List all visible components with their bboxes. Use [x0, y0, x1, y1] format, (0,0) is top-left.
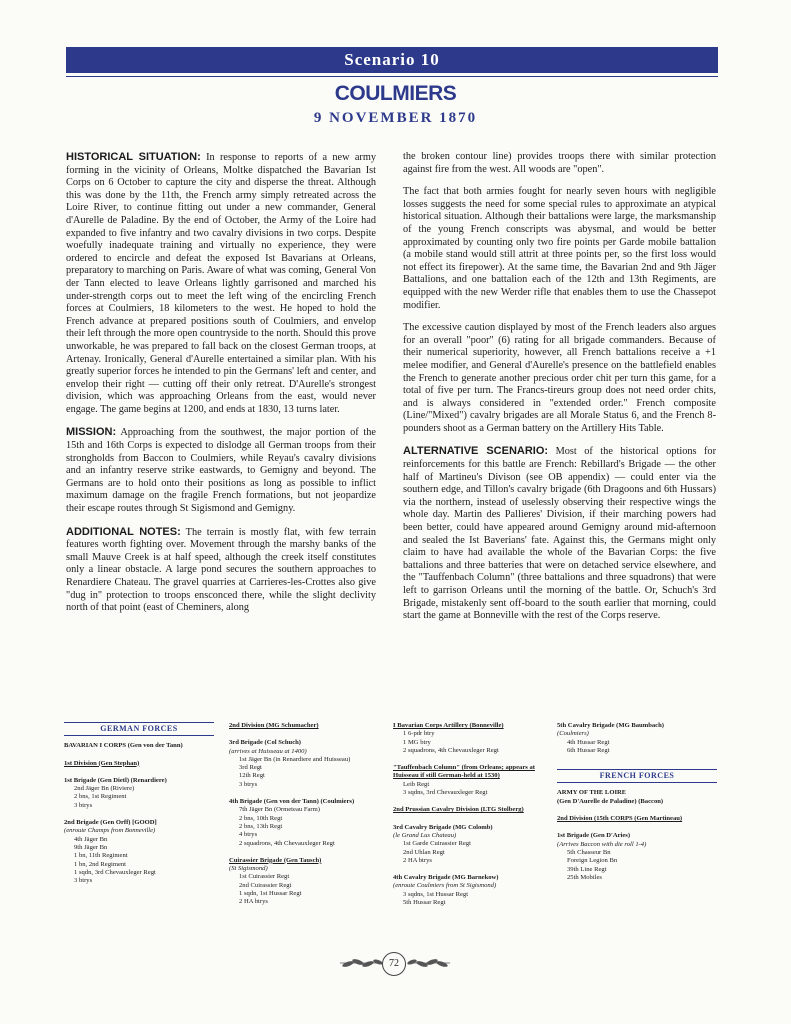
oob-entry: 2nd Division (MG Schumacher) [229, 722, 319, 729]
historical-body: In response to reports of a new army forming in the vicinity of Orleans, Moltke dispatched the Bavarian Ist Corps on 6 October to capture the city and disperse the threat. Although this was done by the 11th, the French army simply retreated across the Loire River, to continue fitting out under a new commander, General d'Aurelle de Paladine. By the end of October, the Army of the Loire had expanded to five infantry and two cavalry divisions in two corps. Despite woefully inadequate training and virtually no experience, they were ordered to encircle and defeat the exposed Ist Bavarians at Orleans, preparatory to marching on Paris. Aware of what was coming, General Von der Tann elected to leave Orleans lightly garrisoned and marched his under-strength corps out to meet the left wing of the encircling French forces at Coulmiers, 18 kilometers to the west. He hoped to hold the French advance at prepared positions south of Coulmiers, and envelop their left through the more open countryside to the north. Should this prove unworkable, he was prepared to fall back on the closest German troops, at Artenay. Ironically, General d'Aurelle entertained a similar plan. With his greatly superior forces he intended to pin the Germans' left and center, and envelop their right — cutting off their only retreat. D'Aurelle's strongest division, which was approaching Orleans from the east, would never engage. The game begins at 1200, and ends at 1830, 13 turns later. [66, 152, 377, 415]
oob-spacer [393, 797, 543, 806]
oob-entry: 6th Hussar Regt [567, 746, 610, 754]
oob-spacer [557, 806, 717, 815]
oob-entry: 1st Division (Gen Stephan) [64, 759, 140, 767]
oob-entry: 1 6-pdr btry [403, 730, 435, 738]
oob-spacer [64, 810, 214, 819]
oob-entry: 3rd Cavalry Brigade (MG Colomb) [393, 823, 493, 831]
oob-entry: Cuirassier Brigade (Gen Tausch) [229, 856, 322, 864]
oob-entry: ARMY OF THE LOIRE [557, 789, 627, 797]
oob-spacer [229, 789, 381, 798]
additional-heading: ADDITIONAL NOTES: [66, 525, 181, 538]
mission-body: Approaching from the southwest, the major portion of the 15th and 16th Corps is expected to dislodge all German troops from their strongholds from Baccon to Coulmiers, while Reyau's cavalry divisions and an infantry reserve strike eastwards, to Gemigny and beyond. The Germans are to hold onto their positions as long as possible to inflict maximum damage on the fragile French formations, but not jeopardize their escape routes through St Sigismond and Gemigny. [66, 427, 376, 515]
oob-entry: 2nd Brigade (Gen Orff) [GOOD] [64, 819, 157, 827]
oob-entry: 5th Cavalry Brigade (MG Baumbach) [557, 722, 664, 729]
oob-entry: 1 bn, 11th Regiment [74, 852, 128, 860]
oob-entry: 2nd Division (15th CORPS (Gen Martineau) [557, 815, 683, 823]
oob-entry: (Coulmiers) [557, 730, 589, 738]
oob-entry: (enroute Champs from Bonneville) [64, 827, 156, 835]
oob-column-1 [64, 722, 214, 885]
right-paragraph-3: The excessive caution displayed by most of the French leaders also argues for an overall "poor" (6) rating for all brigade commanders. Because of their numerical superiority, however, all French battalions receive a +1 melee modifier, and General d'Aurelle's presence on the battlefield enables the French to generate another precious order chit per turn this game, for a total of five per turn. The Francs-tireurs group does not need order chits, and is always considered in "extended order." French composite (Line/"Mixed") cavalry brigades are all Morale Status 6, and the French 8-pounders shoot as a German battery on the Artillery Hits Table. [403, 322, 716, 434]
oob-entry: 4th Hussar Regt [567, 738, 610, 746]
oob-entry: 12th Regt [239, 772, 265, 780]
page-number: 72 [382, 952, 406, 976]
oob-entry: 1st Brigade (Gen Dietl) (Renardiere) [64, 776, 167, 784]
oob-entry: 2nd Prussian Cavalry Division (LTG Stolberg) [393, 806, 524, 814]
oob-entry: 5th Chasseur Bn [567, 848, 611, 856]
oob-entry: 1st Cuirassier Regt [239, 873, 290, 881]
oob-entry: 3 btrys [74, 877, 93, 885]
oob-entry: 4th Cavalry Brigade (MG Barnekow) [393, 874, 499, 882]
oob-entry: 3 btrys [239, 780, 258, 788]
french-forces-heading: FRENCH FORCES [557, 769, 717, 783]
mission-paragraph [66, 426, 376, 515]
oob-entry: 3 btrys [74, 801, 93, 809]
german-forces-heading: GERMAN FORCES [64, 722, 214, 736]
oob-entry: BAVARIAN I CORPS (Gen von der Tann) [64, 742, 183, 750]
oob-spacer [64, 768, 214, 777]
oob-spacer [393, 815, 543, 824]
oob-spacer [393, 865, 543, 874]
oob-entry: 4th Jäger Bn [74, 835, 108, 843]
oob-entry: 9th Jäger Bn [74, 843, 108, 851]
historical-situation-paragraph [66, 151, 376, 416]
oob-spacer [64, 751, 214, 760]
oob-entry: 1st Garde Cuirassier Regt [403, 840, 471, 848]
left-text-column [66, 151, 376, 625]
oob-entry: 39th Line Regt [567, 865, 607, 873]
oob-column-2 [229, 722, 381, 907]
oob-spacer [557, 823, 717, 832]
oob-entry: Foreign Legion Bn [567, 857, 618, 865]
oob-entry: 1 sqdn, 3rd Chevauxleger Regt [74, 868, 156, 876]
oob-spacer [229, 848, 381, 857]
oob-entry: 2 bns, 10th Regt [239, 814, 283, 822]
oob-entry: 2nd Cuirassier Regt [239, 881, 292, 889]
oob-entry: 3 sqdns, 3rd Chevauxleger Regt [403, 789, 488, 797]
oob-entry: 2 HA btrys [403, 856, 432, 864]
oob-entry: 25th Mobiles [567, 873, 602, 881]
alternative-body: Most of the historical options for reinforcements for this battle are French: Rebillard's Brigade — the other half of Martineu's Divison (see OB appendix) — could enter via the southern edge, and Tillon's cavalry brigade (6th Dragoons and 6th Hussars) via the northern, instead of uselessly observing their respective wings the whole day. Martin des Pallieres' Division, if their marching powers had been better, could have appeared around Gemigny around mid-afternoon and sealed the Ist Baverians' fate. Against this, the Germans might only claim to have had available the whole of the Bavarian Corps: the five battalions and three batteries that were on detached service elsewhere, and the "Tauffenbach Column" (three battalions and three squadrons) that were left to garrison Orleans until the morning of the battle. Or, Schuch's 3rd Brigade, mistakenly sent off-board to the south earlier that morning, could start the game at Bonneville with the rest of the Corps reserve. [403, 446, 716, 622]
oob-entry: 2nd Jäger Bn (Riviere) [74, 785, 135, 793]
oob-entry: 4th Brigade (Gen von der Tann) (Coulmiers) [229, 798, 355, 806]
oob-entry: 2 bns, 13th Regt [239, 822, 283, 830]
oob-spacer [229, 730, 381, 739]
oob-entry: 3rd Regt [239, 764, 262, 772]
oob-entry: 5th Hussar Regt [403, 899, 446, 907]
oob-entry: 3rd Brigade (Col Schuch) [229, 739, 301, 747]
oob-entry: 1 bn, 2nd Regiment [74, 860, 127, 868]
oob-entry: 2 HA btrys [239, 898, 268, 906]
oob-entry: 2 squadrons, 4th Chevauxleger Regt [403, 746, 499, 754]
historical-heading: HISTORICAL SITUATION: [66, 151, 201, 163]
oob-entry: (St Sigismond) [229, 865, 268, 873]
scenario-banner: Scenario 10 [66, 47, 718, 73]
oob-entry: 1st Brigade (Gen D'Aries) [557, 832, 631, 840]
oob-entry: "Tauffenbach Column" (from Orleans; appears at Huisseau if still German-held at 1530) [393, 764, 535, 780]
oob-spacer [393, 755, 543, 764]
mission-heading: MISSION: [66, 426, 117, 439]
oob-entry: 1 MG btry [403, 738, 431, 746]
oob-entry: (Arrives Baccon with die roll 1-4) [557, 840, 647, 848]
right-paragraph-2: The fact that both armies fought for nearly seven hours with negligible losses suggests the need for some special rules to approximate an atypical historical situation. Although their battalions were large, the marksmanship of the young French conscripts was abysmal, and would be better approximated by counting only two fire points per Garde mobile battalion (a mobile stand would still attrit at three points per, so the first loss would not effect its firepower). At the same time, the Bavarian 2nd and 9th Jäger Battalions, and one battalion each of the 12th and 13th Regiments, are equipped with the new Werder rifle that enables them to use the Chassepot modifier. [403, 186, 716, 311]
right-text-column [403, 151, 716, 633]
oob-entry: 7th Jäger Bn (Ormeteau Farm) [239, 806, 320, 814]
oob-entry: 2 bns, 1st Regiment [74, 793, 127, 801]
oob-entry: I Bavarian Corps Artillery (Bonneville) [393, 722, 504, 729]
banner-rule [66, 76, 718, 77]
oob-entry: 4 btrys [239, 831, 258, 839]
oob-entry: 1 sqdn, 1st Hussar Regt [239, 890, 302, 898]
oob-entry: 2nd Uhlan Regt [403, 848, 445, 856]
oob-column-4 [557, 722, 717, 882]
oob-column-3 [393, 722, 543, 907]
oob-entry: Leib Regt [403, 780, 430, 788]
page-footer [330, 950, 460, 976]
oob-entry: 3 sqdns, 1st Hussar Regt [403, 890, 469, 898]
oob-entry: (arrives at Huisseau at 1400) [229, 747, 307, 755]
oob-entry: (Gen D'Aurelle de Paladine) (Baccon) [557, 797, 664, 805]
battle-date: 9 NOVEMBER 1870 [313, 110, 478, 126]
oob-entry: (le Grand Lus Chateau) [393, 831, 457, 839]
additional-body: The terrain is mostly flat, with few terrain features worth fighting over. Movement through the marshy banks of the small Mauve Creek is at half speed, although the creek itself constitutes only a linear obstacle. A large pond secures the southern approaches to Renardiere Chateau. The gravel quarries at Carrieres-les-Crottes also give "dug in" protection to troops ensconced there, while the slight declivity north of that point (east of Cheminers, along [66, 526, 376, 614]
oob-entry: (enroute Coulmiers from St Sigismond) [393, 882, 497, 890]
additional-notes-paragraph [66, 526, 376, 615]
page-title: COULMIERS [334, 82, 457, 105]
right-paragraph-1: the broken contour line) provides troops there with similar protection against fire from the west. All woods are "open". [403, 151, 716, 175]
oob-entry: 2 squadrons, 4th Chevauxleger Regt [239, 839, 335, 847]
oob-entry: 1st Jäger Bn (in Renardiere and Huisseau) [239, 755, 351, 763]
alternative-heading: ALTERNATIVE SCENARIO: [403, 445, 549, 458]
alternative-scenario-paragraph [403, 445, 716, 622]
